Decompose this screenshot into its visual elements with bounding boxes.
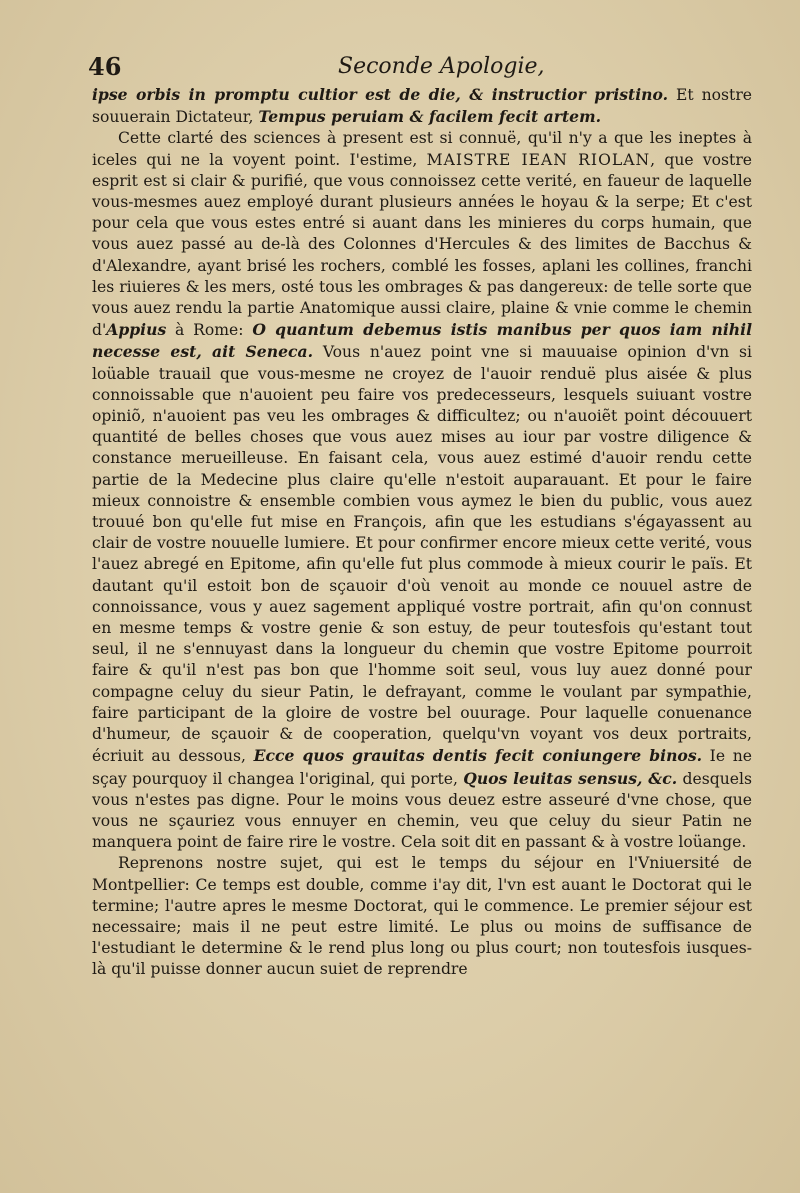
text-run: Cette clarté des sciences à present est si connuë, qu'il n'y a que les ineptes à iceles qui ne la voyent point. I'estime, bbox=[92, 129, 752, 169]
text-run: , que vostre esprit est si clair & purifié, que vous connoissez cette verité, en faueur de laquelle vous-mesmes auez employé durant plusieurs années le hoyau & la serpe; Et c'est pour cela que vous estes entré si auant dans les minieres du corps humain, que vous auez passé au de-là des Colonnes d'Hercules & des limites de Bacchus & d'Alexandre, ayant brisé les rochers, comblé les fosses, aplani les collines, franchi les riuieres & les mers, osté tous les ombrages & pas dangereux: de telle sorte que vous auez rendu la partie Anatomique aussi claire, plaine & vnie comme le chemin d' bbox=[92, 150, 752, 340]
text-run: Vous n'auez point vne si mauuaise opinion d'vn si loüable trauail que vous-mesme ne croyez de l'auoir renduë plus aisée & plus connoissable que n'auoient peu faire vos predecesseurs, lesquels suiuant vostre opiniõ, n'auoient pas veu les ombrages & difficultez; ou n'auoiẽt point découuert quantité de belles choses que vous auez mises au iour par vostre diligence & constance merueilleuse. En faisant cela, vous auez estimé d'auoir rendu cette partie de la Medecine plus claire qu'elle n'estoit auparauant. Et pour le faire mieux connoistre & ensemble combien vous aymez le bien du public, vous auez trouué bon qu'elle fut mise en François, afin que les estudians s'égayassent au clair de vostre nouuelle lumiere. Et pour confirmer encore mieux cette verité, vous l'auez abregé en Epitome, afin qu'elle fut plus commode à mieux courir le païs. Et dautant qu'il estoit bon de sçauoir d'où venoit au monde ce nouuel astre de connoissance, vous y auez sagement appliqué vostre portrait, afin qu'on connust en mesme temps & vostre genie & son estuy, de peur toutesfois qu'estant tout seul, il ne s'ennuyast dans la longueur du chemin que vostre Epitome pourroit faire & qu'il n'est pas bon que l'homme soit seul, vous luy auez donné pour compagne celuy du sieur Patin, le defrayant, comme le voulant par sympathie, faire participant de la gloire de vostre bel ouurage. Pour laquelle conuenance d'humeur, de sçauoir & de cooperation, quelqu'vn voyant vos deux portraits, écriuit au dessous, bbox=[92, 343, 752, 766]
latin-quotation: Tempus peruiam & facilem fecit artem. bbox=[258, 107, 602, 127]
latin-quotation: Ecce quos grauitas dentis fecit coniungere binos. bbox=[253, 746, 703, 766]
paragraph bbox=[92, 128, 752, 853]
page-header bbox=[88, 52, 742, 86]
text-run: desquels vous n'estes pas digne. Pour le moins vous deuez estre asseuré d'vne chose, que vous ne sçauriez vous ennuyer en chemin, veu que celuy du sieur Patin ne manquera point de faire rire le vostre. Cela soit dit en passant & à vostre loüange. bbox=[92, 769, 752, 852]
latin-quotation: ipse orbis in promptu cultior est de die, & instructior pristino. bbox=[92, 85, 669, 104]
text-run: Ie ne sçay pourquoy il changea l'original, qui porte, bbox=[92, 747, 752, 788]
text-run: à Rome: bbox=[166, 321, 253, 340]
page-number: 46 bbox=[88, 52, 122, 81]
text-run: Et nostre souuerain Dictateur, bbox=[92, 86, 752, 127]
latin-quotation: O quantum debemus istis manibus per quos iam nihil necesse est, ait Seneca. bbox=[92, 320, 752, 362]
latin-quotation: Appius bbox=[106, 320, 167, 340]
running-head: Seconde Apologie, bbox=[338, 54, 545, 79]
body-text bbox=[92, 84, 752, 981]
paragraph bbox=[92, 84, 752, 128]
text-run: Reprenons nostre sujet, qui est le temps du séjour en l'Vniuersité de Montpellier: Ce temps est double, comme i'ay dit, l'vn est auant le Doctorat qui le termine; l'autre apres le mesme Doctorat, qui le commence. Le premier séjour est necessaire; mais il ne peut estre limité. Le plus ou moins de suffisance de l'estudiant le determine & le rend plus long ou plus court; non toutesfois iusques-là qu'il puisse donner aucun suiet de reprendre bbox=[92, 854, 752, 979]
paragraph bbox=[92, 853, 752, 980]
name-smallcaps: MAISTRE IEAN RIOLAN bbox=[426, 150, 651, 169]
latin-quotation: Quos leuitas sensus, &c. bbox=[463, 768, 678, 788]
